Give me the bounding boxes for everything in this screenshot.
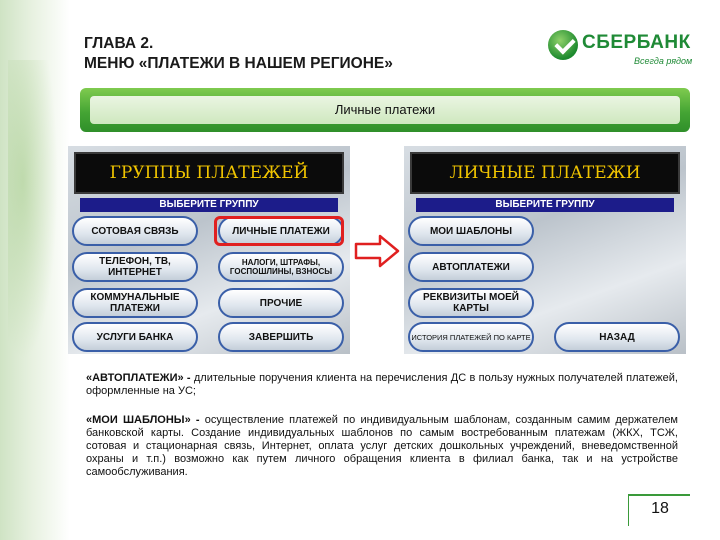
templates-description xyxy=(86,414,678,479)
atm-button-utilities[interactable]: КОММУНАЛЬНЫЕ ПЛАТЕЖИ xyxy=(72,288,198,318)
logo-mark-icon xyxy=(548,30,578,60)
arrow-right-icon xyxy=(354,234,400,268)
atm-button-phone-tv-internet[interactable]: ТЕЛЕФОН, ТВ, ИНТЕРНЕТ xyxy=(72,252,198,282)
atm-screen-subtitle: ВЫБЕРИТЕ ГРУППУ xyxy=(80,198,338,212)
atm-button-mobile[interactable]: СОТОВАЯ СВЯЗЬ xyxy=(72,216,198,246)
logo-name: СБЕРБАНК xyxy=(582,32,691,53)
templates-term: «МОИ ШАБЛОНЫ» - xyxy=(86,414,200,426)
autopayments-description xyxy=(86,372,678,398)
sberbank-logo xyxy=(548,30,696,70)
atm-button-my-templates[interactable]: МОИ ШАБЛОНЫ xyxy=(408,216,534,246)
atm-screen-payment-groups xyxy=(68,146,350,354)
page-number-box xyxy=(628,494,690,526)
atm-button-autopayments[interactable]: АВТОПЛАТЕЖИ xyxy=(408,252,534,282)
atm-button-personal-payments[interactable]: ЛИЧНЫЕ ПЛАТЕЖИ xyxy=(218,216,344,246)
atm-button-back[interactable]: НАЗАД xyxy=(554,322,680,352)
atm-screen-title: ЛИЧНЫЕ ПЛАТЕЖИ xyxy=(410,152,680,194)
templates-text: осуществление платежей по индивидуальным шаблонам, созданным самим держателем банковской карты. Создание индивидуальных шаблонов по самым востребованным платежам (ЖКХ, ТСЖ, сотовая и стационарная связь, Интернет, оплата услуг детских дошкольных учреждений, вневедомственной охраны и т.п.) возможно как путем личного обращения клиента в филиал банка, так и на устройстве самообслуживания. xyxy=(86,414,678,478)
atm-screen-personal-payments xyxy=(404,146,686,354)
page-title xyxy=(84,34,393,74)
section-banner xyxy=(80,88,690,132)
atm-screen-title: ГРУППЫ ПЛАТЕЖЕЙ xyxy=(74,152,344,194)
atm-screen-subtitle: ВЫБЕРИТЕ ГРУППУ xyxy=(416,198,674,212)
atm-button-taxes-fines[interactable]: НАЛОГИ, ШТРАФЫ, ГОСПОШЛИНЫ, ВЗНОСЫ xyxy=(218,252,344,282)
atm-button-card-history[interactable]: ИСТОРИЯ ПЛАТЕЖЕЙ ПО КАРТЕ xyxy=(408,322,534,352)
title-line-2: МЕНЮ «ПЛАТЕЖИ В НАШЕМ РЕГИОНЕ» xyxy=(84,55,393,72)
selection-highlight xyxy=(214,216,344,246)
atm-button-bank-services[interactable]: УСЛУГИ БАНКА xyxy=(72,322,198,352)
atm-button-card-details[interactable]: РЕКВИЗИТЫ МОЕЙ КАРТЫ xyxy=(408,288,534,318)
page-number: 18 xyxy=(651,500,669,517)
atm-button-finish[interactable]: ЗАВЕРШИТЬ xyxy=(218,322,344,352)
banner-label: Личные платежи xyxy=(90,96,680,124)
title-line-1: ГЛАВА 2. xyxy=(84,35,154,52)
autopayments-text: длительные поручения клиента на перечисления ДС в пользу нужных получателей платежей, оформленные на УС; xyxy=(86,372,678,397)
left-decoration xyxy=(0,0,70,540)
atm-button-other[interactable]: ПРОЧИЕ xyxy=(218,288,344,318)
autopayments-term: «АВТОПЛАТЕЖИ» - xyxy=(86,372,191,384)
logo-slogan: Всегда рядом xyxy=(634,56,693,66)
